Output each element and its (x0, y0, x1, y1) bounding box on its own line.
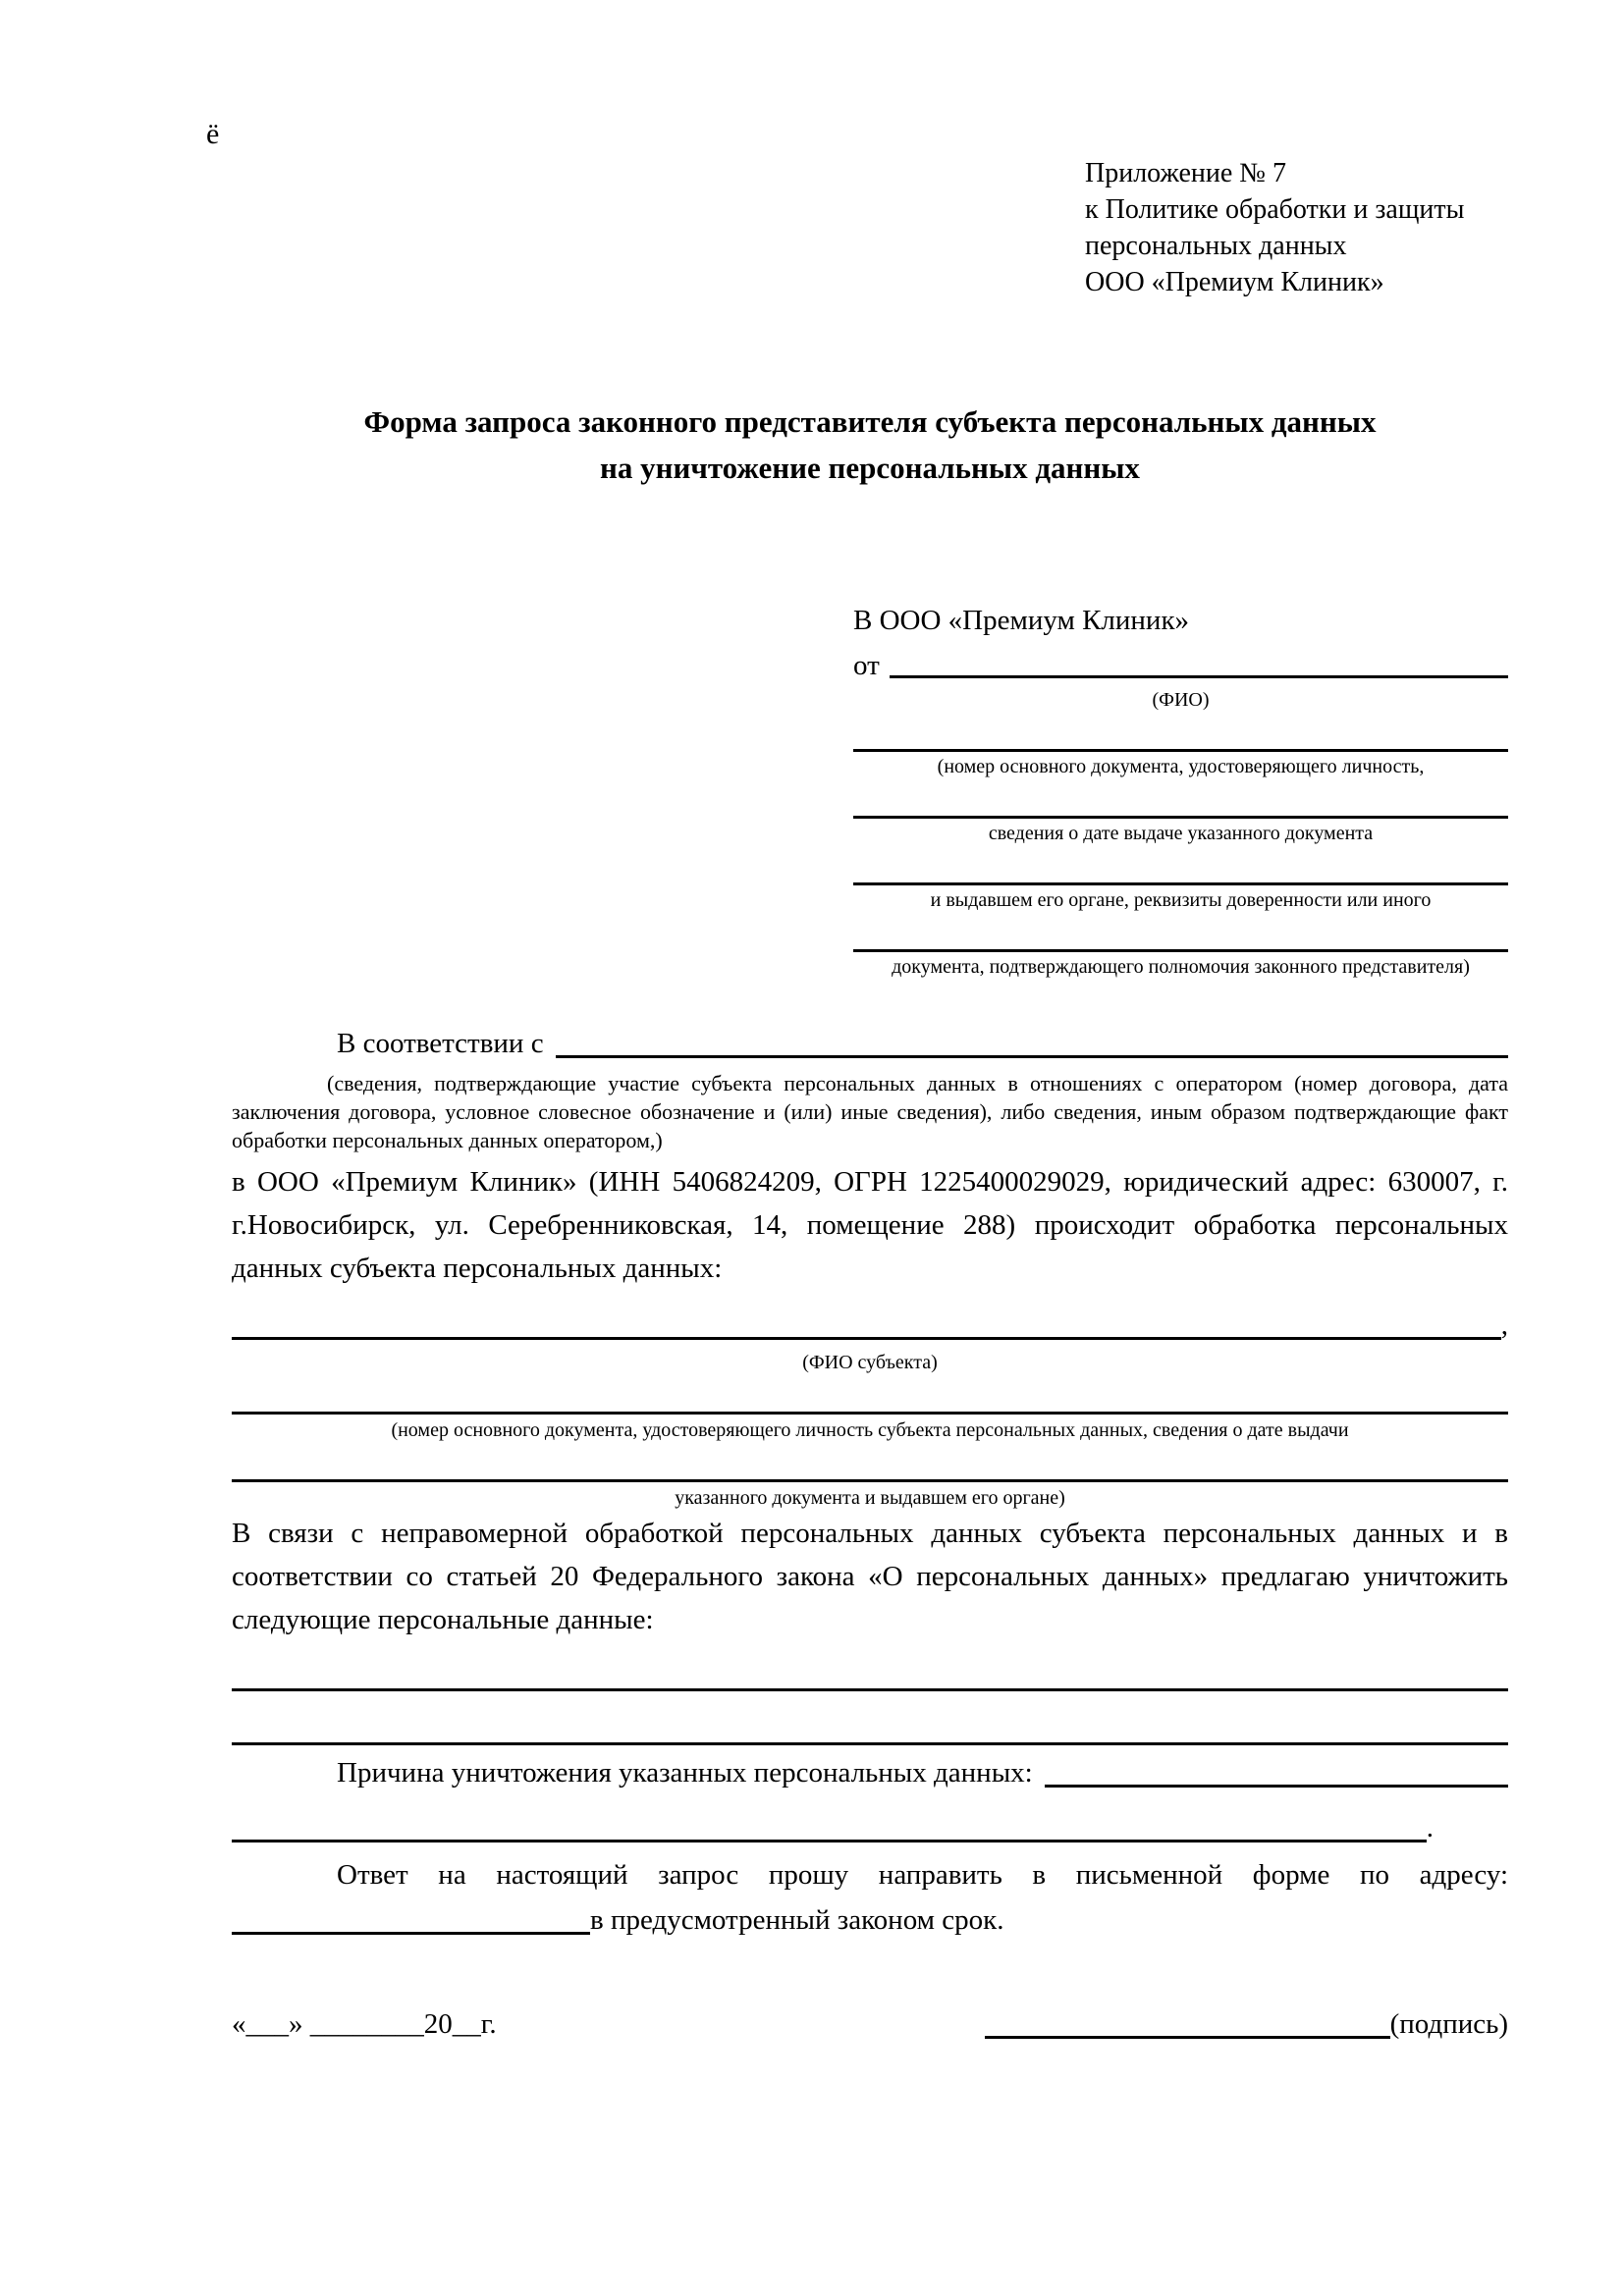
stray-character: ё (206, 118, 220, 150)
accordance-blank-line (556, 1022, 1508, 1058)
representative-doc-blank-line (853, 739, 1508, 752)
signature-block (985, 2002, 1508, 2046)
subject-doc-blank-line (232, 1468, 1508, 1482)
from-line (853, 646, 1508, 685)
trailing-period: . (1426, 1812, 1434, 1843)
subject-fio-caption: (ФИО субъекта) (802, 1352, 938, 1373)
representative-doc-blank-line (853, 806, 1508, 819)
data-to-destroy-blank-line (232, 1677, 1508, 1691)
representative-doc-caption: и выдавшем его органе, реквизиты доверенности или иного (930, 889, 1432, 911)
subject-fio-blank-line (232, 1304, 1501, 1340)
subject-fio-line (232, 1304, 1508, 1347)
representative-doc-caption: документа, подтверждающего полномочия законного представителя) (892, 956, 1470, 978)
subject-doc-blank-line (232, 1400, 1508, 1415)
addressee-block (853, 601, 1508, 979)
reply-paragraph: Ответ на настоящий запрос прошу направить в письменной форме по адресу: (337, 1859, 1508, 1891)
reply-address-blank-line (232, 1898, 590, 1935)
accordance-note: (сведения, подтверждающие участие субъекта персональных данных в отношениях с оператором (номер договора, дата заключения договора, условное словесное обозначение и (или) иные сведения), либо сведения, иным образом подтверждающие факт обработки персональных данных оператором,) (232, 1071, 1508, 1152)
annex-line: персональных данных (1085, 231, 1347, 261)
form-title-line: на уничтожение персональных данных (600, 451, 1140, 485)
annex-line: Приложение № 7 (1085, 158, 1286, 188)
reason-line (232, 1751, 1508, 1794)
representative-doc-blank-line (853, 873, 1508, 885)
reason-lead: Причина уничтожения указанных персональных данных: (337, 1757, 1033, 1789)
reply-tail: в предусмотренный законом срок. (590, 1904, 1004, 1936)
demand-paragraph: В связи с неправомерной обработкой персональных данных субъекта персональных данных и в соответствии со статьей 20 Федерального закона «О персональных данных» предлагаю уничтожить следующие персональные данные: (232, 1518, 1508, 1635)
subject-doc-caption: (номер основного документа, удостоверяющего личность субъекта персональных данных, сведения о дате выдачи (391, 1419, 1349, 1441)
subject-doc-caption: указанного документа и выдавшем его органе) (675, 1487, 1065, 1509)
reason-blank-line (1045, 1751, 1508, 1788)
accordance-line (232, 1022, 1508, 1065)
fio-caption: (ФИО) (1152, 689, 1210, 711)
annex-line: к Политике обработки и защиты (1085, 194, 1465, 225)
accordance-lead: В соответствии с (337, 1028, 544, 1059)
form-title (232, 399, 1508, 491)
form-title-line: Форма запроса законного представителя субъекта персональных данных (363, 404, 1377, 439)
annex-line: ООО «Премиум Клиник» (1085, 267, 1384, 297)
addressee-organization: В ООО «Премиум Клиник» (853, 605, 1190, 636)
representative-doc-caption: сведения о дате выдаче указанного документа (988, 823, 1374, 844)
annex-header (1085, 155, 1508, 300)
signature-caption: (подпись) (1389, 2008, 1508, 2040)
signature-blank-line (985, 2002, 1390, 2039)
reply-address-line (232, 1898, 1508, 1942)
representative-doc-blank-line (853, 939, 1508, 952)
footer-row (232, 2002, 1508, 2046)
representative-doc-caption: (номер основного документа, удостоверяющего личность, (937, 756, 1425, 777)
data-to-destroy-blank-line (232, 1731, 1508, 1745)
reason-continuation-line (232, 1806, 1434, 1849)
trailing-comma: , (1500, 1309, 1508, 1341)
representative-name-blank-line (890, 646, 1508, 678)
reason-blank-line (232, 1806, 1427, 1842)
date-line: «___» ________20__г. (232, 2008, 497, 2040)
from-label: от (853, 650, 880, 681)
operator-paragraph: в ООО «Премиум Клиник» (ИНН 5406824209, ОГРН 1225400029029, юридический адрес: 630007, г. г.Новосибирск, ул. Серебренниковская, 14, помещение 288) происходит обработка персональных данных субъекта персональных данных: (232, 1166, 1508, 1284)
